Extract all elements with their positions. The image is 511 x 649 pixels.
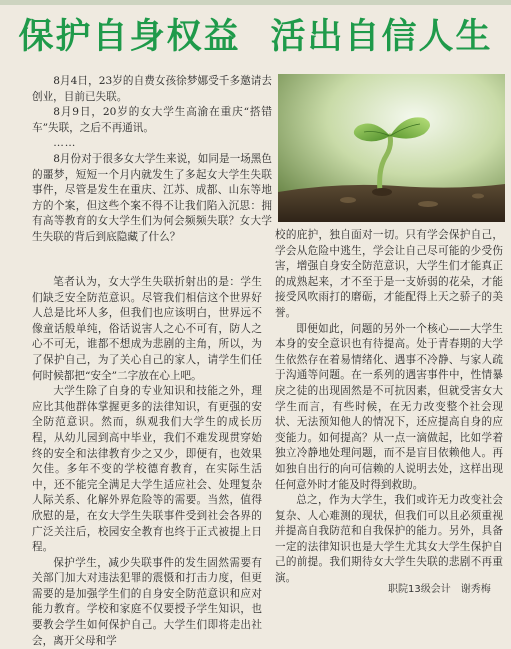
left-column-bottom <box>32 275 262 649</box>
title-part-1: 保护自身权益 <box>18 17 241 57</box>
title-part-2: 活出自信人生 <box>270 17 493 57</box>
page-title <box>0 12 511 62</box>
ellipsis: …… <box>53 137 77 150</box>
paragraph: 大学生除了自身的专业知识和技能之外，理应比其他群体掌握更多的法律知识，有更强的安全防范意识。然而，纵观我们大学生的成长历程，从幼儿园到高中毕业，我们不难发现贯穿始终的安全和法律教育少之又少，即便有，也效果欠佳。多年不变的学校德育教育，在实际生活中，还不能完全满足大学生适应社会、处理复杂人际关系、化解外界危险等的需要。当然，值得欣慰的是，在女大学生失联事件受到社会各界的广泛关注后，校园安全教育也终于正式被提上日程。 <box>32 385 262 554</box>
paragraph: 笔者认为，女大学生失联折射出的是：学生们缺乏安全防范意识。尽管我们相信这个世界好人总是比坏人多，但我们也应该明白，世界远不像童话般单纯，俗话说害人之心不可有，防人之心不可无，谁都不想成为悲剧的主角，所以，为了保护自己，为了关心自己的家人，请学生们任何时候都把“安全”二字放在心上吧。 <box>32 276 262 382</box>
author-byline: 职院13级会计 谢秀梅 <box>388 584 491 595</box>
right-column <box>275 228 503 587</box>
left-column-top <box>32 74 272 246</box>
top-border <box>0 0 511 5</box>
paragraph: 8月4日，23岁的自费女孩徐梦娜受千多邀请去创业，目前已失联。 <box>32 75 272 103</box>
paragraph: 总之，作为大学生，我们或许无力改变社会复杂、人心难测的现状，但我们可以且必须重视并提高自我防范和自我保护的能力。另外，具备一定的法律知识也是大学生尤其女大学生保护自己的前提。我们期待女大学生失联的悲剧不再重演。 <box>275 494 503 585</box>
paragraph: 校的庇护，独自面对一切。只有学会保护自己，学会从危险中逃生，学会让自己尽可能的少受伤害，增强自身安全防范意识，大学生们才能真正的成熟起来，才不至于是一支娇弱的花朵，才能接受风吹雨打的磨砺，才能配得上天之骄子的美誉。 <box>275 229 503 319</box>
paragraph: 即便如此，问题的另外一个核心——大学生本身的安全意识也有待提高。处于青春期的大学生依然存在着易情绪化、遇事不冷静、与家人疏于沟通等问题。在一系列的遇害事件中，性情暴戾之徒的出现固然是不可抗因素，但就受害女大学生而言，有些时候，在无力改变整个社会现状、无法预知他人的情况下，还应提高自身的应变能力。如何提高？从一点一滴做起，比如学着独立冷静地处理问题，而不是盲目依赖他人。再如独自出行的向可信赖的人说明去处，这样出现任何意外时才能及时得到救助。 <box>275 322 503 491</box>
paragraph: 保护学生，减少失联事件的发生固然需要有关部门加大对违法犯罪的震慑和打击力度，但更需要的是加强学生们的自身安全防范意识和应对能力教育。学校和家庭不仅要授予学生知识，也要教会学生如何保护自己。大学生们即将走出社会，离开父母和学 <box>32 556 262 647</box>
sprout-photo <box>278 74 505 222</box>
paragraph: 8月9日，20岁的女大学生高渝在重庆“搭错车”失联，之后不再通讯。 <box>32 106 272 134</box>
paragraph: 8月份对于很多女大学生来说，如同是一场黑色的噩梦，短短一个月内就发生了多起女大学生失联事件，尽管是发生在重庆、江苏、成都、山东等地方的个案，但这些个案不得不让我们陷入沉思：拥有高等教育的女大学生们为何会频频失联？女大学生失联的背后到底隐藏了什么？ <box>32 152 272 243</box>
